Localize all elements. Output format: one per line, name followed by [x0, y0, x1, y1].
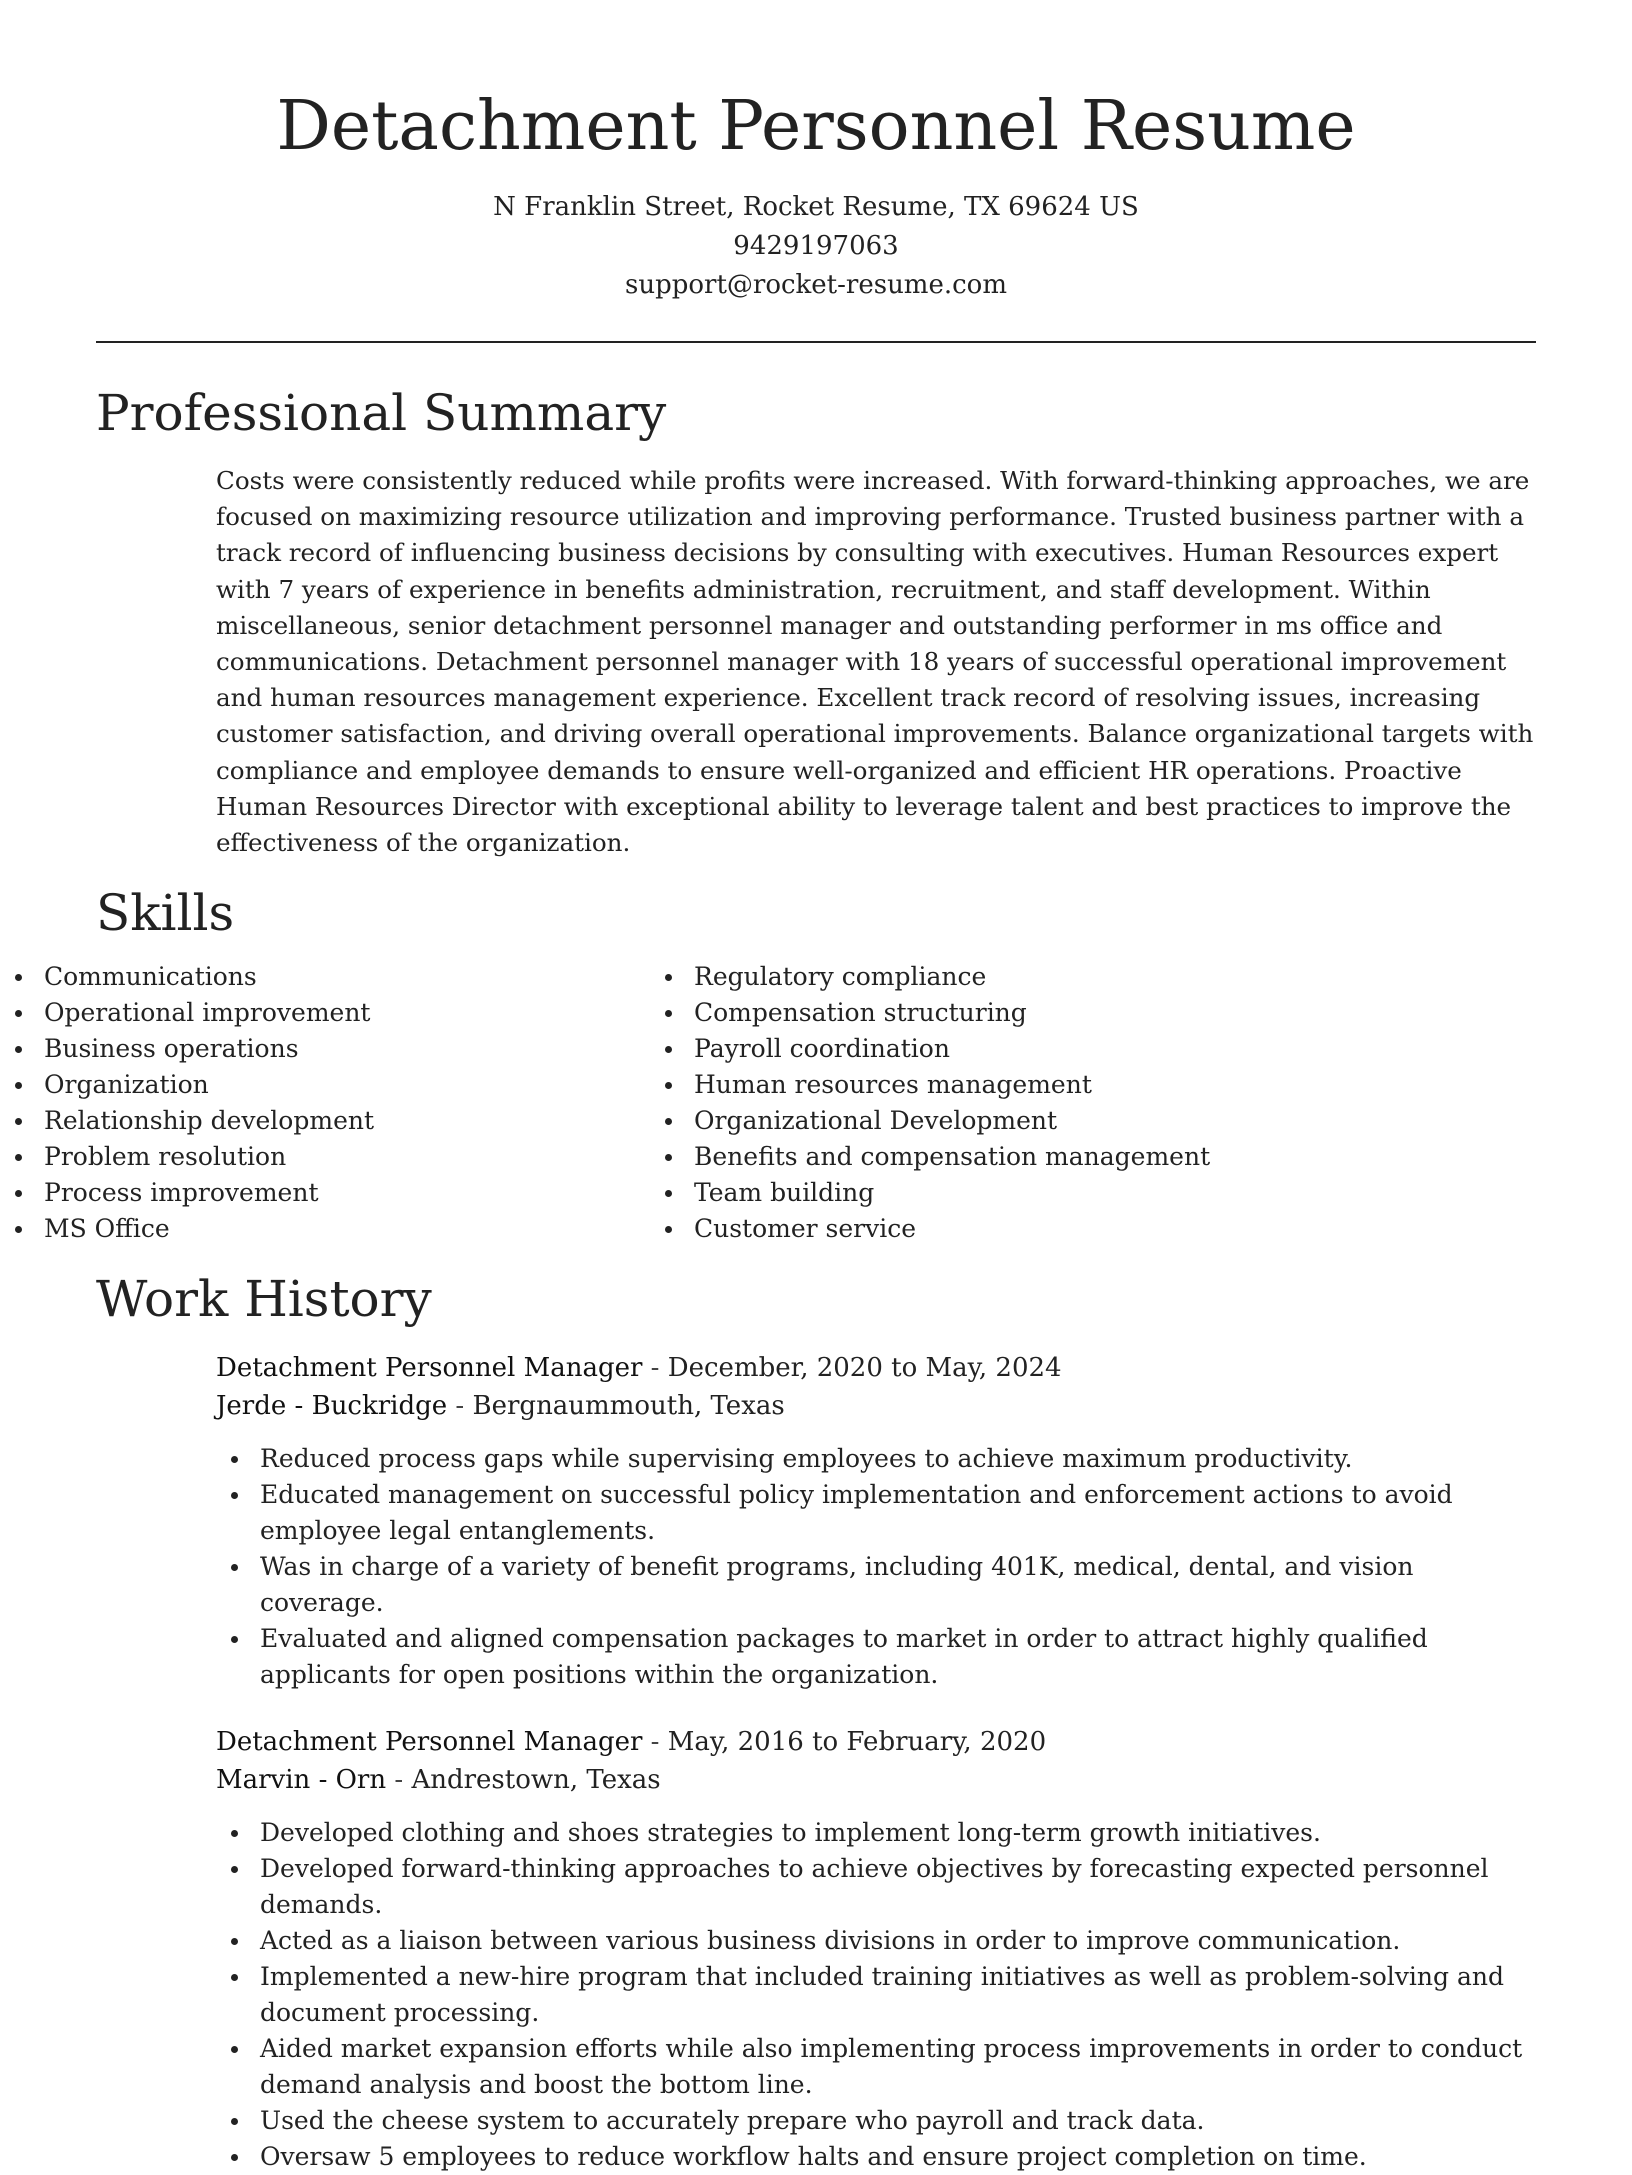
job-company-line [216, 1387, 1536, 1425]
skill-item: Customer service [650, 1211, 1300, 1247]
skill-item: Regulatory compliance [650, 959, 1300, 995]
job-role-line [216, 1723, 1536, 1761]
job-separator: - [642, 1727, 668, 1758]
skill-item: Team building [650, 1175, 1300, 1211]
job-bullet: Aided market expansion efforts while also implementing process improvements in order to conduct demand analysis and boost the bottom line. [216, 2031, 1536, 2103]
job-separator: - [447, 1391, 473, 1422]
job-bullet: Evaluated and aligned compensation packages to market in order to attract highly qualified applicants for open positions within the organization. [216, 1621, 1536, 1693]
skill-item: Communications [0, 959, 650, 995]
contact-phone: 9429197063 [733, 231, 899, 261]
skill-item: Problem resolution [0, 1139, 650, 1175]
skill-item: Operational improvement [0, 995, 650, 1031]
header-divider [96, 341, 1536, 343]
resume-header [0, 0, 1632, 305]
job-bullets [216, 1441, 1536, 1693]
job-bullet: Acted as a liaison between various business divisions in order to improve communication. [216, 1923, 1536, 1959]
job-role-line [216, 1349, 1536, 1387]
skill-item: Business operations [0, 1031, 650, 1067]
skill-item: Relationship development [0, 1103, 650, 1139]
job-bullet: Used the cheese system to accurately prepare who payroll and track data. [216, 2103, 1536, 2139]
job-dates: May, 2016 to February, 2020 [667, 1727, 1047, 1758]
skill-item: Process improvement [0, 1175, 650, 1211]
job-company: Jerde - Buckridge [216, 1391, 448, 1422]
skills-list [0, 959, 1632, 1247]
section-title-skills: Skills [96, 884, 235, 943]
skill-item: MS Office [0, 1211, 650, 1247]
skill-item: Benefits and compensation management [650, 1139, 1300, 1175]
summary-text: Costs were consistently reduced while profits were increased. With forward-thinking approaches, we are focused on maximizing resource utilization and improving performance. Trusted business partner with a track record of influencing business decisions by consulting with executives. Human Resources expert with 7 years of experience in benefits administration, recruitment, and staff development. Within miscellaneous, senior detachment personnel manager and outstanding performer in ms office and communications. Detachment personnel manager with 18 years of successful operational improvement and human resources management experience. Excellent track record of resolving issues, increasing customer satisfaction, and driving overall operational improvements. Balance organizational targets with compliance and employee demands to ensure well-organized and efficient HR operations. Proactive Human Resources Director with exceptional ability to leverage talent and best practices to improve the effectiveness of the organization. [216, 466, 1534, 858]
skill-item: Payroll coordination [650, 1031, 1300, 1067]
job-location: Andrestown, Texas [411, 1765, 661, 1796]
job-location: Bergnaummouth, Texas [472, 1391, 785, 1422]
job-bullets [216, 1815, 1536, 2175]
contact-email: support@rocket-resume.com [624, 270, 1007, 300]
job-bullet: Oversaw 5 employees to reduce workflow halts and ensure project completion on time. [216, 2139, 1536, 2175]
skills-column-right [650, 959, 1300, 1247]
job-dates: December, 2020 to May, 2024 [667, 1353, 1062, 1384]
job-bullet: Implemented a new-hire program that included training initiatives as well as problem-solving and document processing. [216, 1959, 1536, 2031]
contact-address: N Franklin Street, Rocket Resume, TX 69624 US [493, 192, 1139, 222]
job-entry [216, 1349, 1536, 1693]
skill-item: Compensation structuring [650, 995, 1300, 1031]
section-title-work-history: Work History [96, 1270, 432, 1329]
job-bullet: Educated management on successful policy implementation and enforcement actions to avoid employee legal entanglements. [216, 1477, 1536, 1549]
skills-column-left [0, 959, 650, 1247]
job-separator: - [642, 1353, 668, 1384]
contact-info [0, 188, 1632, 305]
job-bullet: Developed clothing and shoes strategies to implement long-term growth initiatives. [216, 1815, 1536, 1851]
job-bullet: Developed forward-thinking approaches to achieve objectives by forecasting expected personnel demands. [216, 1851, 1536, 1923]
job-bullet: Reduced process gaps while supervising employees to achieve maximum productivity. [216, 1441, 1536, 1477]
job-role: Detachment Personnel Manager [216, 1727, 643, 1758]
job-company-line [216, 1761, 1536, 1799]
job-entry [216, 1723, 1536, 2175]
job-bullet: Was in charge of a variety of benefit programs, including 401K, medical, dental, and vision coverage. [216, 1549, 1536, 1621]
job-company: Marvin - Orn [216, 1765, 387, 1796]
job-separator: - [386, 1765, 412, 1796]
skill-item: Organizational Development [650, 1103, 1300, 1139]
resume-title: Detachment Personnel Resume [276, 87, 1356, 166]
section-title-summary: Professional Summary [96, 384, 667, 442]
skill-item: Human resources management [650, 1067, 1300, 1103]
job-role: Detachment Personnel Manager [216, 1353, 643, 1384]
skill-item: Organization [0, 1067, 650, 1103]
